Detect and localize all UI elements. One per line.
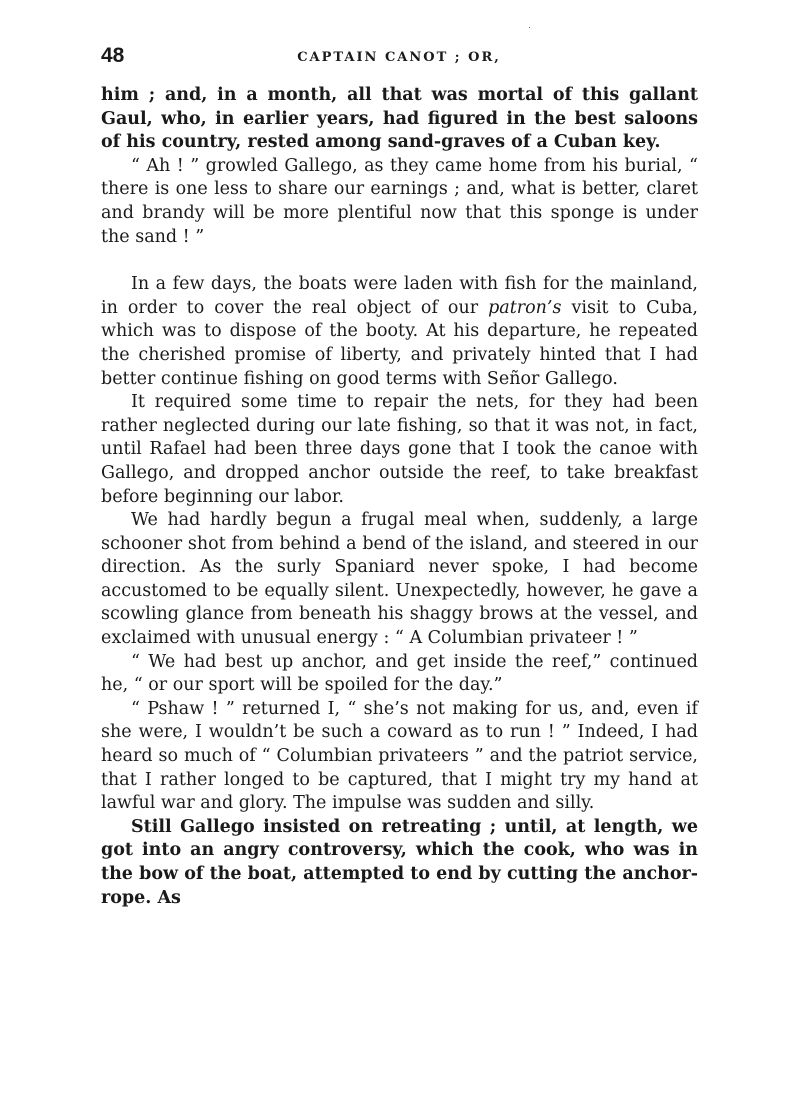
page-number: 48 [101, 44, 125, 67]
italic-word: patron’s [488, 297, 562, 318]
paragraph [101, 273, 698, 391]
paragraph-text: In a few days, the boats were laden with fish for the mainland, in order to cover the real object of our [101, 274, 698, 318]
page-header [101, 44, 697, 72]
section-gap [101, 249, 698, 273]
margin-mark: · [528, 22, 531, 32]
running-head: CAPTAIN CANOT ; OR, [297, 50, 501, 65]
paragraph: “ Ah ! ” growled Gallego, as they came home from his burial, “ there is one less to share our earnings ; and, what is better, claret and brandy will be more plentiful now that this sponge is under the sand ! ” [101, 155, 698, 247]
paragraph: him ; and, in a month, all that was mortal of this gallant Gaul, who, in earlier years, had figured in the best saloons of his country, rested among sand-graves of a Cuban key. [101, 85, 698, 153]
paragraph-text: visit to Cuba, which was to dispose of the booty. At his departure, he repeated the cherished promise of liberty, and privately hinted that I had better continue fishing on good terms with Señor Gallego. [101, 297, 698, 389]
paragraph: “ Pshaw ! ” returned I, “ she’s not making for us, and, even if she were, I wouldn’t be such a coward as to run ! ” Indeed, I had heard so much of “ Columbian privateers ” and the patriot service, that I rather longed to be captured, that I might try my hand at lawful war and glory. The impulse was sudden and silly. [101, 698, 698, 814]
paragraph: “ We had best up anchor, and get inside the reef,” continued he, “ or our sport will be spoiled for the day.” [101, 651, 698, 696]
paragraph: It required some time to repair the nets, for they had been rather neglected during our late fishing, so that it was not, in fact, until Rafael had been three days gone that I took the canoe with Gallego, and dropped anchor outside the reef, to take breakfast before beginning our labor. [101, 392, 698, 507]
body-text [101, 84, 698, 910]
paragraph: We had hardly begun a frugal meal when, suddenly, a large schooner shot from behind a bend of the island, and steered in our direction. As the surly Spaniard never spoke, I had become accustomed to be equally silent. Unexpectedly, however, he gave a scowling glance from beneath his shaggy brows at the vessel, and exclaimed with unusual energy : “ A Columbian privateer ! ” [101, 510, 698, 649]
paragraph: Still Gallego insisted on retreating ; until, at length, we got into an angry controversy, which the cook, who was in the bow of the boat, attempted to end by cutting the anchor-rope. As [101, 816, 698, 908]
